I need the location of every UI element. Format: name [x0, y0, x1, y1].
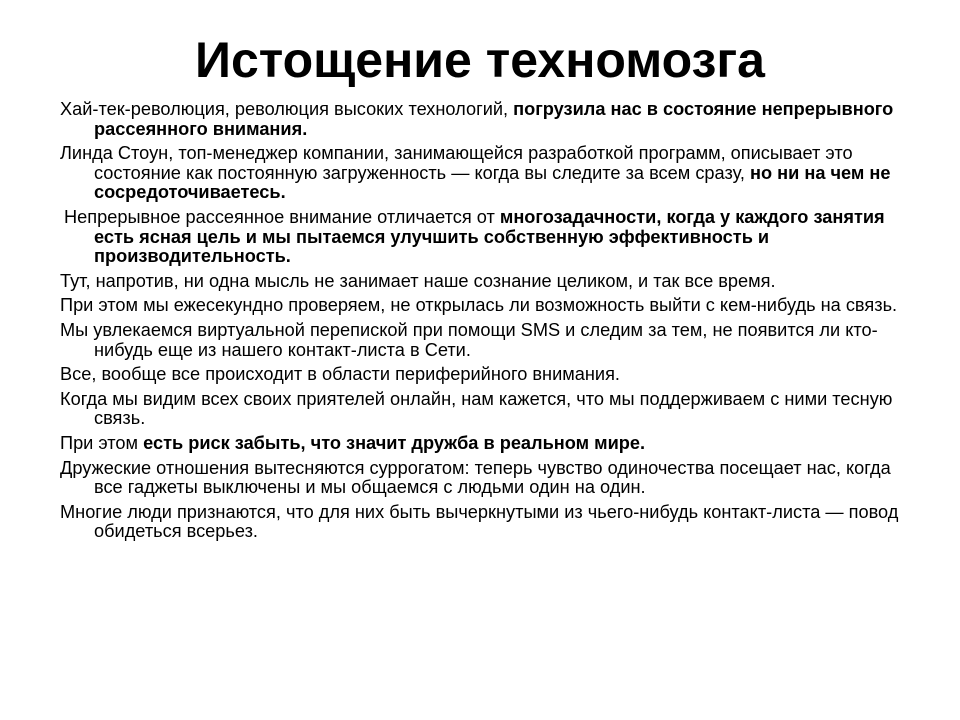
paragraph-emphasis: но ни на чем не сосредоточиваетесь.	[94, 162, 891, 203]
paragraph-text: Когда мы видим всех своих приятелей онлайн, нам кажется, что мы поддерживаем с ними тесную связь.	[60, 388, 893, 429]
paragraph-surrogate	[60, 459, 905, 498]
paragraph-no-thought	[60, 272, 905, 292]
paragraph-multitasking	[60, 208, 905, 267]
paragraph-emphasis: есть риск забыть, что значит дружба в реальном мире.	[143, 432, 646, 453]
paragraph-text: Дружеские отношения вытесняются суррогатом: теперь чувство одиночества посещает нас, когда все гаджеты выключены и мы общаемся с людьми один на один.	[60, 457, 891, 498]
slide-body	[60, 100, 905, 547]
paragraph-sms	[60, 321, 905, 360]
paragraph-text: Тут, напротив, ни одна мысль не занимает наше сознание целиком, и так все время.	[60, 270, 776, 291]
paragraph-contact-list	[60, 503, 905, 542]
paragraph-friends-online	[60, 390, 905, 429]
paragraph-text: При этом мы ежесекундно проверяем, не открылась ли возможность выйти с кем-нибудь на связь.	[60, 295, 898, 316]
slide-title: Истощение техномозга	[195, 32, 765, 88]
paragraph-linda-stone	[60, 144, 905, 203]
paragraph-text: Все, вообще все происходит в области периферийного внимания.	[60, 364, 620, 385]
paragraph-text: Хай-тек-революция, революция высоких технологий,	[60, 99, 514, 119]
paragraph-risk	[60, 434, 905, 454]
paragraph-checking	[60, 296, 905, 316]
paragraph-text: При этом	[60, 432, 144, 453]
paragraph-text: Непрерывное рассеянное внимание отличается от	[64, 206, 500, 227]
paragraph-emphasis: погрузила нас в состояние непрерывного рассеянного внимания.	[94, 99, 894, 139]
paragraph-hitech-revolution	[60, 100, 905, 139]
paragraph-emphasis: многозадачности, когда у каждого занятия есть ясная цель и мы пытаемся улучшить собственную эффективность и производительность.	[94, 206, 885, 267]
paragraph-text: Мы увлекаемся виртуальной перепиской при помощи SMS и следим за тем, не появится ли кто-нибудь еще из нашего контакт-листа в Сети.	[60, 319, 878, 360]
paragraph-text: Линда Стоун, топ-менеджер компании, занимающейся разработкой программ, описывает это состояние как постоянную загруженность — когда вы следите за всем сразу,	[60, 143, 853, 183]
paragraph-peripheral	[60, 365, 905, 385]
paragraph-text: Многие люди признаются, что для них быть вычеркнутыми из чьего-нибудь контакт-листа — повод обидеться всерьез.	[60, 501, 899, 542]
